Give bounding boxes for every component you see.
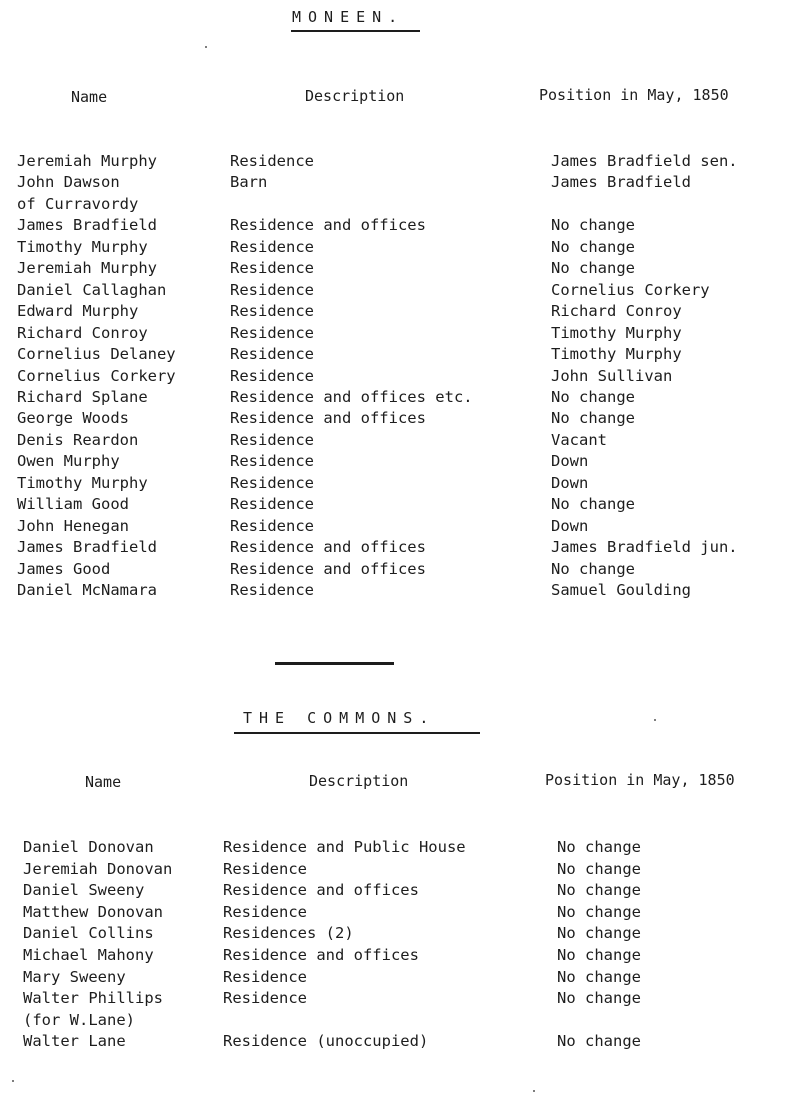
description-cell: Residence and offices: [230, 538, 426, 557]
description-cell: Residence: [230, 345, 314, 364]
position-cell: No change: [551, 237, 635, 256]
column-header-description: Description: [309, 772, 409, 790]
position-cell: No change: [557, 881, 641, 900]
scan-speck: [12, 1080, 14, 1082]
table-row: [0, 837, 800, 859]
name-cell: Jeremiah Murphy: [17, 259, 157, 278]
description-cell: Residence: [230, 452, 314, 471]
table-row: [0, 344, 800, 366]
column-header-name: Name: [71, 88, 108, 106]
table-row: [0, 988, 800, 1010]
description-cell: Residence (unoccupied): [223, 1032, 429, 1051]
name-cell: Owen Murphy: [17, 452, 120, 471]
name-cell: Daniel Sweeny: [23, 881, 145, 900]
table-row: [0, 494, 800, 516]
table-row: [0, 194, 800, 216]
position-cell: James Bradfield sen.: [551, 152, 738, 170]
position-cell: Down: [551, 473, 589, 492]
position-cell: No change: [551, 216, 635, 235]
name-cell: Edward Murphy: [17, 302, 139, 321]
table-row: [0, 430, 800, 452]
table-row: [0, 172, 800, 194]
description-cell: Residence: [223, 989, 307, 1008]
name-cell: Walter Lane: [23, 1032, 126, 1051]
table-row: [0, 945, 800, 967]
position-cell: No change: [551, 409, 635, 428]
scan-speck: [205, 46, 207, 48]
table-row: [0, 537, 800, 559]
table-row: [0, 451, 800, 473]
table-row: [0, 1031, 800, 1053]
table-row: [0, 967, 800, 989]
description-cell: Residence: [230, 516, 314, 535]
description-cell: Residence: [230, 152, 314, 170]
name-cell: Richard Splane: [17, 387, 148, 406]
position-cell: No change: [557, 946, 641, 964]
name-cell: Denis Reardon: [17, 430, 139, 449]
table-row: [0, 387, 800, 409]
name-cell: George Woods: [17, 409, 129, 428]
description-cell: Residence: [230, 259, 314, 278]
description-cell: Residence and offices: [230, 216, 426, 235]
table-row: [0, 408, 800, 430]
position-cell: Samuel Goulding: [551, 581, 691, 599]
position-cell: Timothy Murphy: [551, 323, 682, 342]
table-row: [0, 880, 800, 902]
position-cell: No change: [557, 967, 641, 986]
name-cell: James Bradfield: [17, 538, 157, 557]
name-cell: Jeremiah Donovan: [23, 859, 173, 878]
description-cell: Barn: [230, 173, 268, 192]
position-cell: Richard Conroy: [551, 302, 682, 321]
table-row: [0, 923, 800, 945]
position-cell: No change: [557, 838, 641, 856]
description-cell: Residence: [223, 859, 307, 878]
section-title-moneen: MONEEN.: [292, 8, 405, 26]
table-row: [0, 258, 800, 280]
description-cell: Residence: [223, 902, 307, 921]
description-cell: Residence and offices etc.: [230, 387, 473, 406]
description-cell: Residence: [230, 366, 314, 385]
description-cell: Residence: [230, 430, 314, 449]
name-cell: John Henegan: [17, 516, 129, 535]
name-cell: William Good: [17, 495, 129, 514]
title-underline: [234, 732, 480, 734]
name-cell: of Curravordy: [17, 194, 139, 213]
position-cell: No change: [551, 387, 635, 406]
position-cell: No change: [551, 495, 635, 514]
name-cell: Cornelius Corkery: [17, 366, 176, 385]
table-row: [0, 301, 800, 323]
description-cell: Residence: [230, 280, 314, 299]
name-cell: Timothy Murphy: [17, 237, 148, 256]
position-cell: Vacant: [551, 430, 607, 449]
position-cell: No change: [557, 924, 641, 943]
column-header-description: Description: [305, 87, 405, 105]
scan-speck: [654, 719, 656, 721]
description-cell: Residence: [230, 323, 314, 342]
table-row: [0, 516, 800, 538]
position-cell: No change: [551, 559, 635, 578]
position-cell: Cornelius Corkery: [551, 280, 710, 299]
position-cell: John Sullivan: [551, 366, 673, 385]
name-cell: James Good: [17, 559, 111, 578]
table-row: [0, 215, 800, 237]
description-cell: Residence and offices: [230, 409, 426, 428]
table-row: [0, 559, 800, 581]
description-cell: Residence: [230, 473, 314, 492]
name-cell: (for W.Lane): [23, 1010, 135, 1029]
name-cell: Richard Conroy: [17, 323, 148, 342]
position-cell: Timothy Murphy: [551, 345, 682, 364]
description-cell: Residence: [230, 237, 314, 256]
column-header-position: Position in May, 1850: [545, 771, 735, 789]
name-cell: John Dawson: [17, 173, 120, 192]
description-cell: Residence and offices: [230, 559, 426, 578]
name-cell: Daniel McNamara: [17, 581, 157, 599]
position-cell: Down: [551, 516, 589, 535]
table-row: [0, 580, 800, 602]
description-cell: Residence and offices: [223, 881, 419, 900]
table-row: [0, 1010, 800, 1032]
description-cell: Residence: [230, 495, 314, 514]
column-header-name: Name: [85, 773, 122, 791]
name-cell: Timothy Murphy: [17, 473, 148, 492]
table-row: [0, 237, 800, 259]
table-row: [0, 902, 800, 924]
position-cell: Down: [551, 452, 589, 471]
scan-speck: [533, 1090, 535, 1092]
position-cell: No change: [551, 259, 635, 278]
section-title-the-commons: THE COMMONS.: [243, 709, 436, 727]
name-cell: Daniel Callaghan: [17, 280, 167, 299]
name-cell: Daniel Collins: [23, 924, 154, 943]
position-cell: No change: [557, 1032, 641, 1051]
position-cell: No change: [557, 902, 641, 921]
table-row: [0, 151, 800, 173]
column-header-position: Position in May, 1850: [539, 86, 729, 104]
name-cell: Michael Mahony: [23, 946, 154, 964]
position-cell: No change: [557, 989, 641, 1008]
table-row: [0, 859, 800, 881]
position-cell: James Bradfield jun.: [551, 538, 738, 557]
position-cell: James Bradfield: [551, 173, 691, 192]
name-cell: Jeremiah Murphy: [17, 152, 157, 170]
description-cell: Residence: [223, 967, 307, 986]
table-row: [0, 323, 800, 345]
table-row: [0, 473, 800, 495]
description-cell: Residence: [230, 581, 314, 599]
description-cell: Residence: [230, 302, 314, 321]
description-cell: Residences (2): [223, 924, 354, 943]
name-cell: Cornelius Delaney: [17, 345, 176, 364]
table-row: [0, 280, 800, 302]
title-underline: [291, 30, 420, 32]
description-cell: Residence and Public House: [223, 838, 466, 856]
name-cell: James Bradfield: [17, 216, 157, 235]
description-cell: Residence and offices: [223, 946, 419, 964]
table-row: [0, 366, 800, 388]
name-cell: Daniel Donovan: [23, 838, 154, 856]
name-cell: Matthew Donovan: [23, 902, 163, 921]
section-separator: [275, 662, 394, 665]
position-cell: No change: [557, 859, 641, 878]
name-cell: Walter Phillips: [23, 989, 163, 1008]
name-cell: Mary Sweeny: [23, 967, 126, 986]
